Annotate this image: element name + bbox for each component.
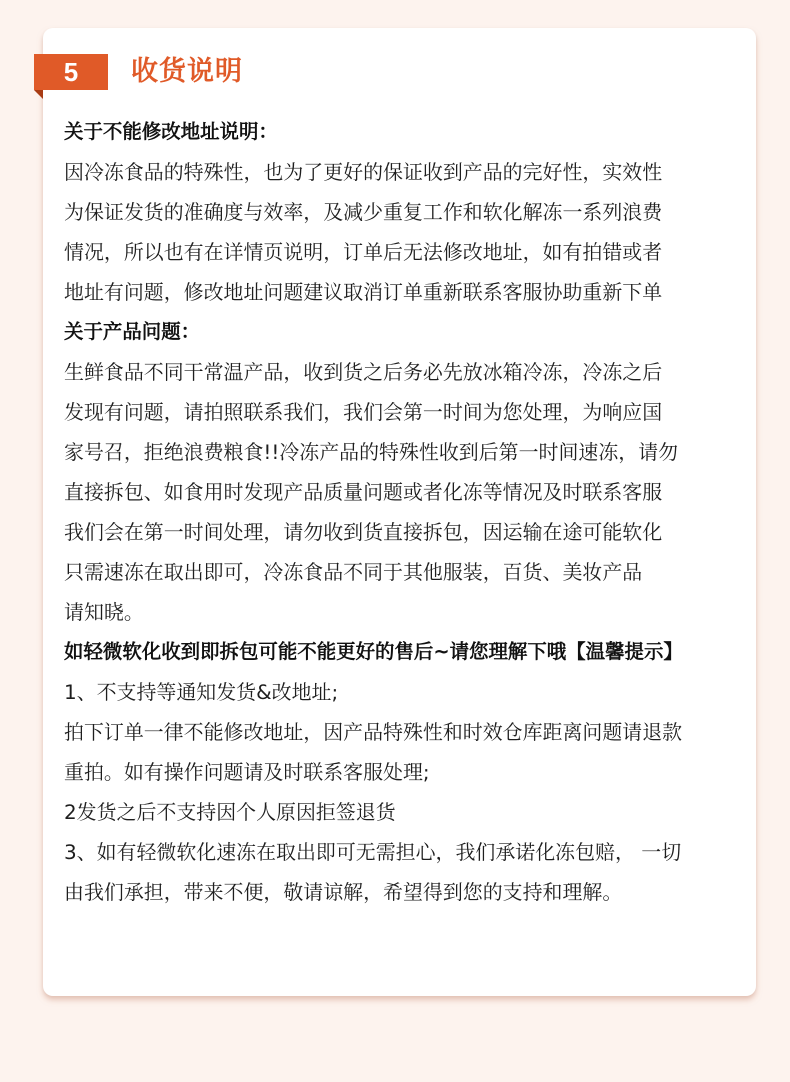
body-text-line: 发现有问题，请拍照联系我们，我们会第一时间为您处理，为响应国 <box>64 400 663 424</box>
body-text-line: 地址有问题，修改地址问题建议取消订单重新联系客服协助重新下单 <box>64 280 663 304</box>
section-heading: 关于不能修改地址说明： <box>64 120 278 143</box>
section-heading: 如轻微软化收到即拆包可能不能更好的售后~请您理解下哦【温馨提示】 <box>64 640 683 663</box>
body-text-line: 家号召，拒绝浪费粮食!!冷冻产品的特殊性收到后第一时间速冻，请勿 <box>64 440 679 464</box>
body-text-line: 重拍。如有操作问题请及时联系客服处理; <box>64 760 430 784</box>
body-text-line: 请知晓。 <box>64 600 144 624</box>
body-text-line: 为保证发货的准确度与效率，及减少重复工作和软化解冻一系列浪费 <box>64 200 663 224</box>
body-text-line: 生鲜食品不同干常温产品，收到货之后务必先放冰箱冷冻，冷冻之后 <box>64 360 663 384</box>
body-text-line: 只需速冻在取出即可，冷冻食品不同于其他服装，百货、美妆产品 <box>64 560 643 584</box>
section-heading: 关于产品问题： <box>64 320 201 343</box>
body-text-line: 3、如有轻微软化速冻在取出即可无需担心，我们承诺化冻包赔， 一切 <box>64 840 682 864</box>
badge-fold-corner <box>34 90 43 99</box>
body-text-line: 2发货之后不支持因个人原因拒签退货 <box>64 800 396 824</box>
body-text-line: 我们会在第一时间处理，请勿收到货直接拆包，因运输在途可能软化 <box>64 520 663 544</box>
body-text-line: 1、不支持等通知发货&改地址; <box>64 680 339 704</box>
notice-body <box>64 112 754 912</box>
body-text-line: 情况，所以也有在详情页说明，订单后无法修改地址，如有拍错或者 <box>64 240 663 264</box>
body-text-line: 因冷冻食品的特殊性，也为了更好的保证收到产品的完好性，实效性 <box>64 160 663 184</box>
body-text-line: 拍下订单一律不能修改地址，因产品特殊性和时效仓库距离问题请退款 <box>64 720 683 744</box>
body-text-line: 由我们承担，带来不便，敬请谅解，希望得到您的支持和理解。 <box>64 880 623 904</box>
section-number-badge: 5 <box>34 54 108 90</box>
section-title: 收货说明 <box>131 56 243 87</box>
body-text-line: 直接拆包、如食用时发现产品质量问题或者化冻等情况及时联系客服 <box>64 480 663 504</box>
